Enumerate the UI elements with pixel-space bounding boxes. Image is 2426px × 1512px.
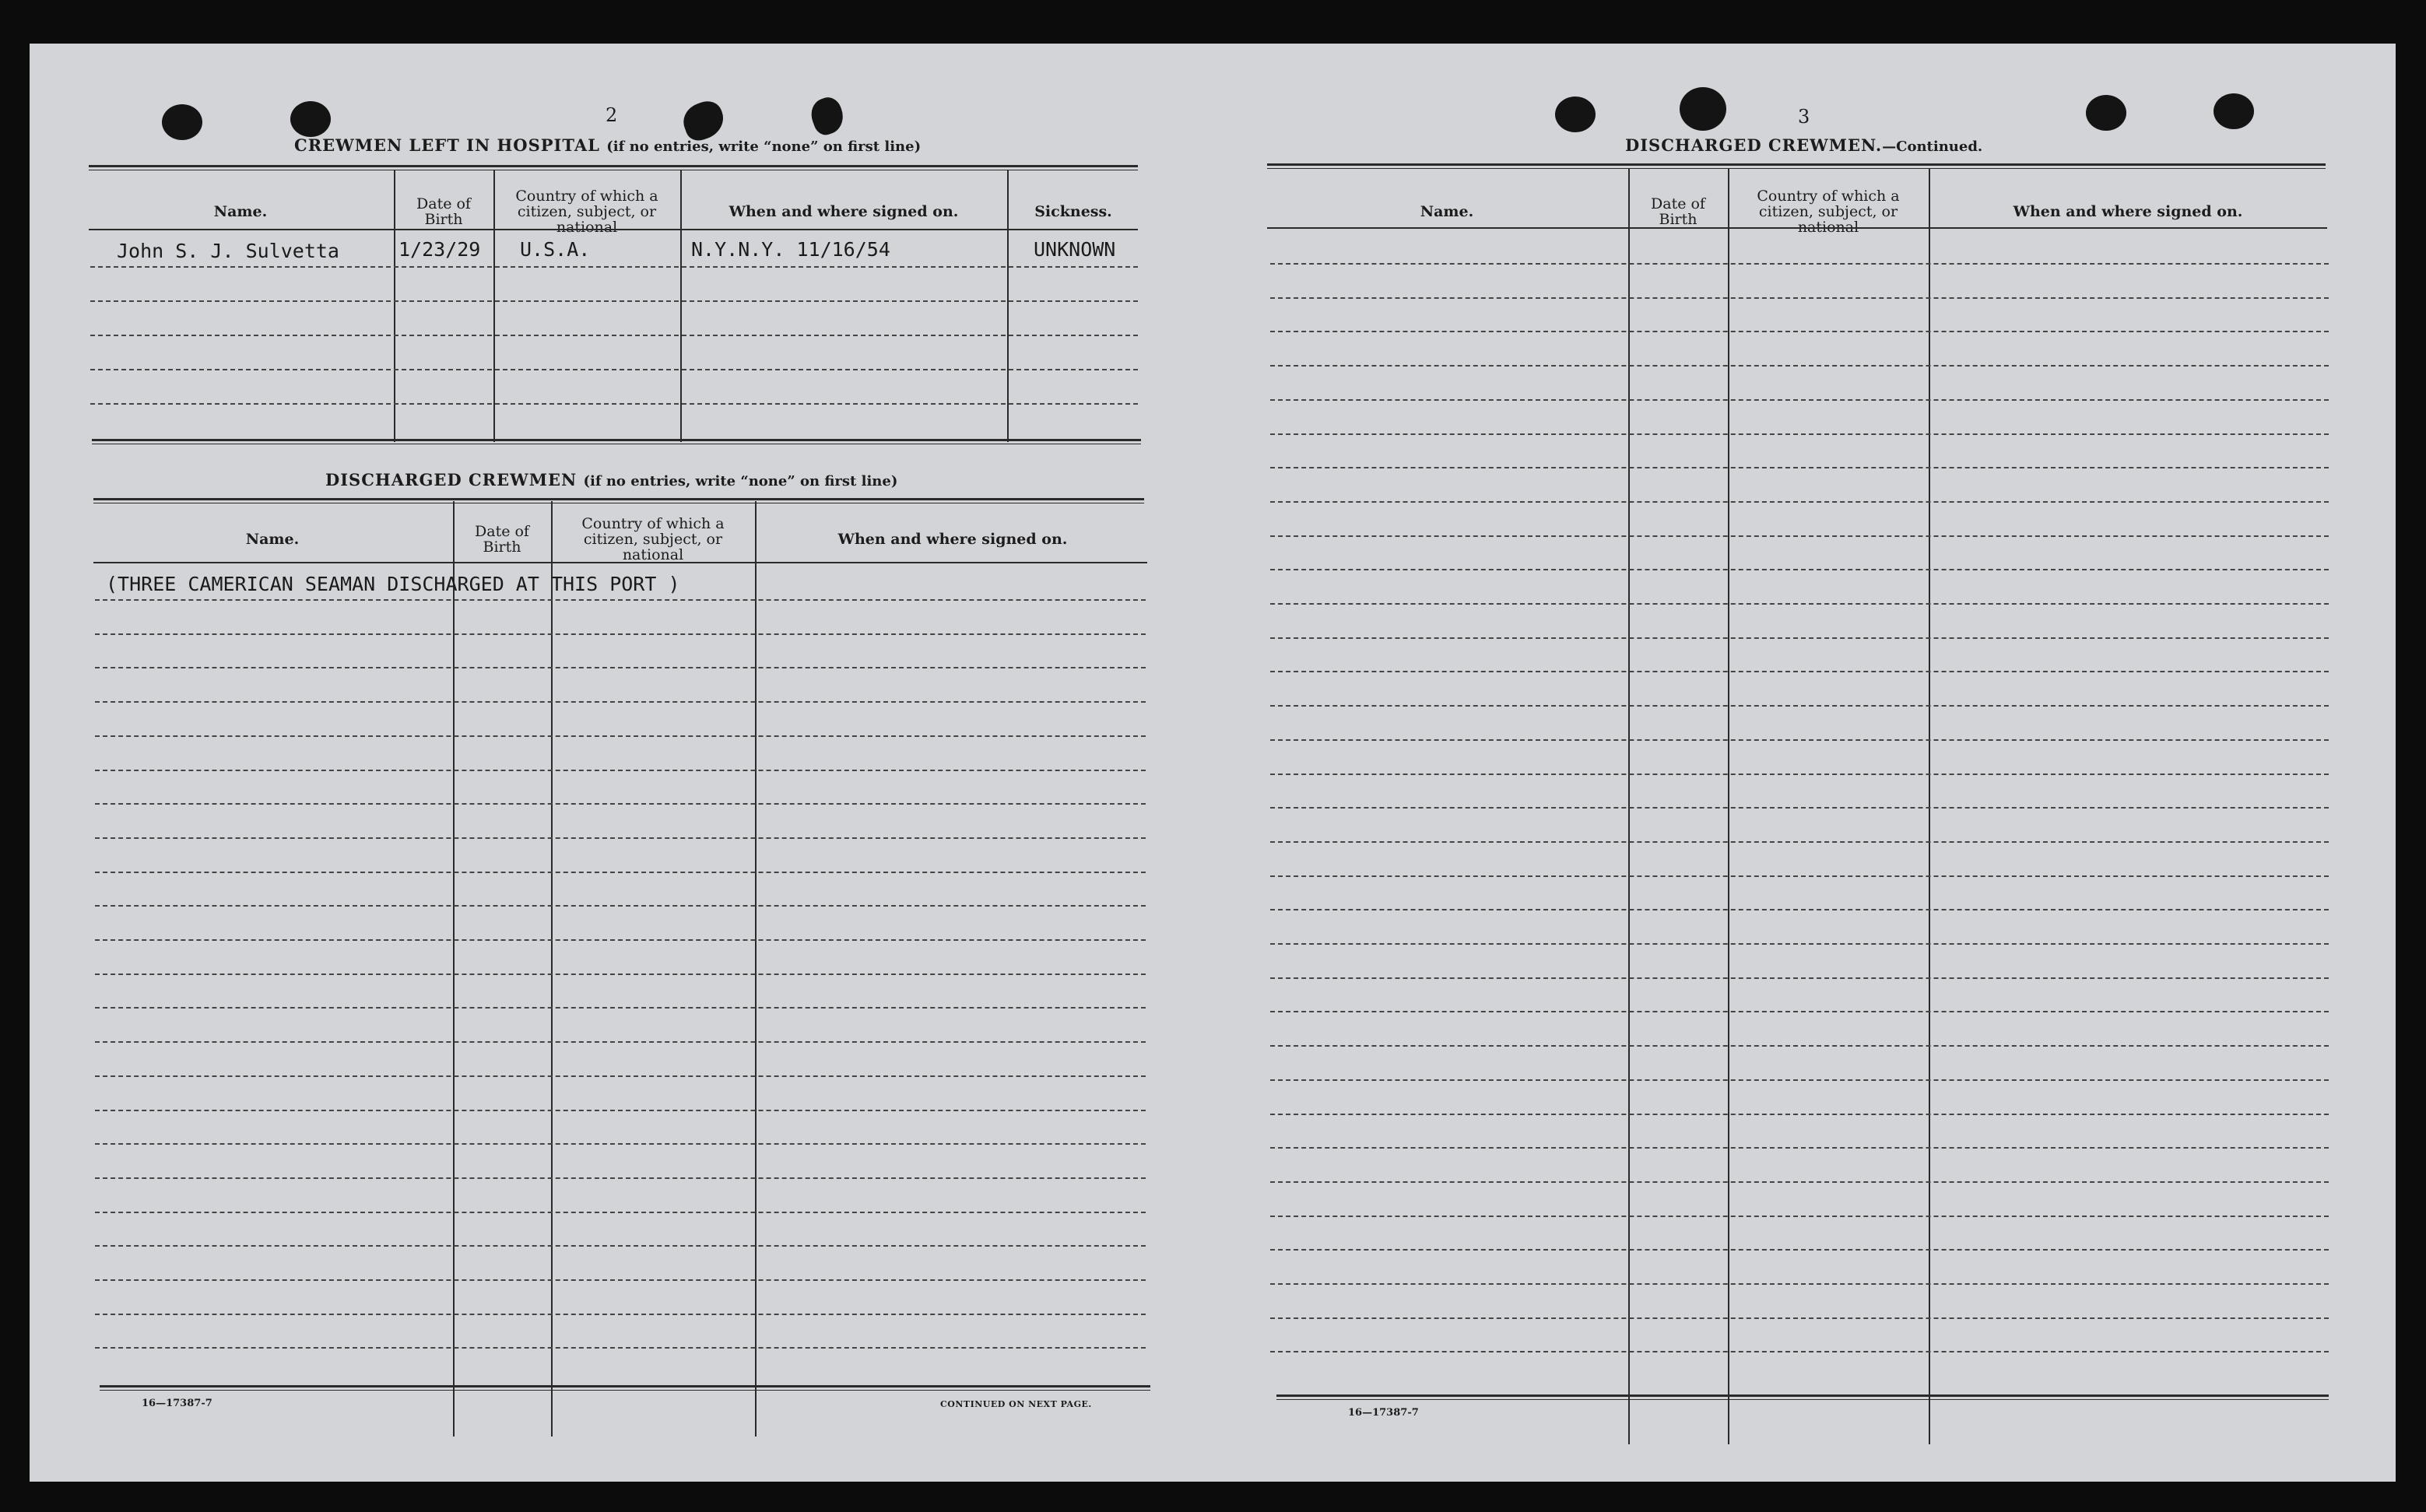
entry-line [95, 1279, 1146, 1281]
entry-line [90, 300, 1138, 302]
double-rule [92, 439, 1141, 444]
entry-line [1270, 263, 2329, 265]
entry-line [95, 803, 1146, 805]
entry-line [1270, 774, 2329, 775]
entry-line [1270, 399, 2329, 401]
header-rule [1267, 227, 2327, 229]
entry-line [95, 1212, 1146, 1213]
column-header-dob: Date of Birth [475, 523, 529, 556]
entry-line [1270, 535, 2329, 537]
entry-line [1270, 1045, 2329, 1047]
hospital-row-signed-on: N.Y.N.Y. 11/16/54 [691, 238, 890, 261]
entry-line [95, 1007, 1146, 1009]
entry-line [1270, 603, 2329, 605]
punch-hole [806, 94, 848, 139]
column-header-country: Country of which a citizen, subject, or national [1757, 188, 1900, 236]
entry-line [1270, 1147, 2329, 1149]
entry-line [1270, 841, 2329, 843]
entry-line [95, 701, 1146, 703]
column-divider [1628, 168, 1630, 1444]
left-page [30, 44, 1197, 1482]
entry-line [1270, 807, 2329, 809]
entry-line [1270, 1114, 2329, 1115]
discharged-note: (THREE CAMERICAN SEAMAN DISCHARGED AT THIS PORT ) [106, 573, 680, 595]
column-divider [394, 170, 395, 442]
entry-line [1270, 1249, 2329, 1251]
entry-line [95, 667, 1146, 668]
entry-line [1270, 671, 2329, 672]
entry-line [90, 335, 1138, 336]
entry-line [1270, 331, 2329, 332]
double-rule [93, 498, 1144, 503]
form-number: 16—17387-7 [1348, 1407, 1419, 1419]
entry-line [1270, 1181, 2329, 1183]
punch-hole [1555, 96, 1596, 132]
column-divider [551, 501, 553, 1437]
entry-line [95, 837, 1146, 839]
entry-line [1270, 1283, 2329, 1285]
entry-line [95, 905, 1146, 907]
entry-line [1270, 1216, 2329, 1217]
entry-line [95, 1177, 1146, 1179]
entry-line [1270, 943, 2329, 945]
double-rule [1267, 163, 2326, 169]
entry-line [1270, 1079, 2329, 1081]
entry-line [1270, 1011, 2329, 1012]
entry-line [95, 1041, 1146, 1043]
page-number: 2 [606, 104, 618, 126]
column-header-country: Country of which a citizen, subject, or national [515, 188, 658, 236]
hospital-row-sickness: UNKNOWN [1034, 238, 1116, 261]
continued-note: CONTINUED ON NEXT PAGE. [940, 1399, 1092, 1409]
entry-line [95, 1314, 1146, 1315]
header-rule [89, 229, 1138, 230]
entry-line [1270, 739, 2329, 741]
entry-line [90, 266, 1138, 268]
double-rule [100, 1385, 1150, 1391]
column-header-sickness: Sickness. [1034, 203, 1112, 220]
entry-line [95, 1110, 1146, 1111]
column-divider [1007, 170, 1009, 442]
hospital-section-title: CREWMEN LEFT IN HOSPITAL (if no entries, write “none” on first line) [294, 135, 922, 155]
entry-line [90, 369, 1138, 370]
right-page [1213, 44, 2396, 1482]
form-number: 16—17387-7 [142, 1398, 212, 1409]
column-header-name: Name. [245, 531, 300, 548]
entry-line [95, 1075, 1146, 1077]
double-rule [1276, 1394, 2329, 1400]
entry-line [1270, 875, 2329, 877]
column-header-name: Name. [213, 203, 268, 220]
column-header-dob: Date of Birth [1651, 195, 1705, 228]
entry-line [1270, 977, 2329, 979]
entry-line [95, 1143, 1146, 1145]
column-divider [493, 170, 495, 442]
column-header-name: Name. [1420, 203, 1474, 220]
hospital-row-name: John S. J. Sulvetta [117, 240, 339, 262]
column-divider [755, 501, 757, 1437]
punch-hole [2214, 93, 2254, 129]
entry-line [95, 599, 1146, 601]
punch-hole [1680, 87, 1726, 131]
entry-line [1270, 467, 2329, 468]
entry-line [1270, 297, 2329, 299]
entry-line [95, 1245, 1146, 1247]
column-divider [1929, 168, 1930, 1444]
entry-line [95, 633, 1146, 635]
entry-line [1270, 1317, 2329, 1319]
column-header-country: Country of which a citizen, subject, or national [581, 515, 725, 563]
column-divider [453, 501, 455, 1437]
hospital-row-country: U.S.A. [520, 238, 591, 261]
entry-line [1270, 365, 2329, 367]
entry-line [1270, 705, 2329, 707]
entry-line [95, 770, 1146, 771]
entry-line [95, 974, 1146, 975]
entry-line [1270, 569, 2329, 570]
entry-line [90, 403, 1138, 405]
double-rule [89, 165, 1138, 170]
entry-line [1270, 909, 2329, 910]
page-number: 3 [1798, 106, 1810, 128]
entry-line [95, 872, 1146, 873]
discharged-continued-title: DISCHARGED CREWMEN.—Continued. [1625, 135, 1983, 155]
column-header-signed-on: When and where signed on. [837, 531, 1068, 548]
column-divider [1728, 168, 1729, 1444]
entry-line [95, 939, 1146, 941]
entry-line [95, 1347, 1146, 1349]
column-header-dob: Date of Birth [416, 195, 471, 228]
punch-hole [162, 104, 202, 140]
entry-line [1270, 501, 2329, 503]
entry-line [95, 735, 1146, 737]
punch-hole [2086, 95, 2126, 131]
column-divider [680, 170, 682, 442]
header-rule [93, 562, 1147, 563]
discharged-section-title: DISCHARGED CREWMEN (if no entries, write “none” on first line) [325, 470, 898, 489]
entry-line [1270, 1351, 2329, 1352]
hospital-row-dob: 1/23/29 [398, 238, 481, 261]
column-header-signed-on: When and where signed on. [729, 203, 959, 220]
column-header-signed-on: When and where signed on. [2013, 203, 2243, 220]
document-scan [30, 44, 2396, 1482]
entry-line [1270, 637, 2329, 639]
entry-line [1270, 433, 2329, 435]
punch-hole [290, 101, 331, 137]
